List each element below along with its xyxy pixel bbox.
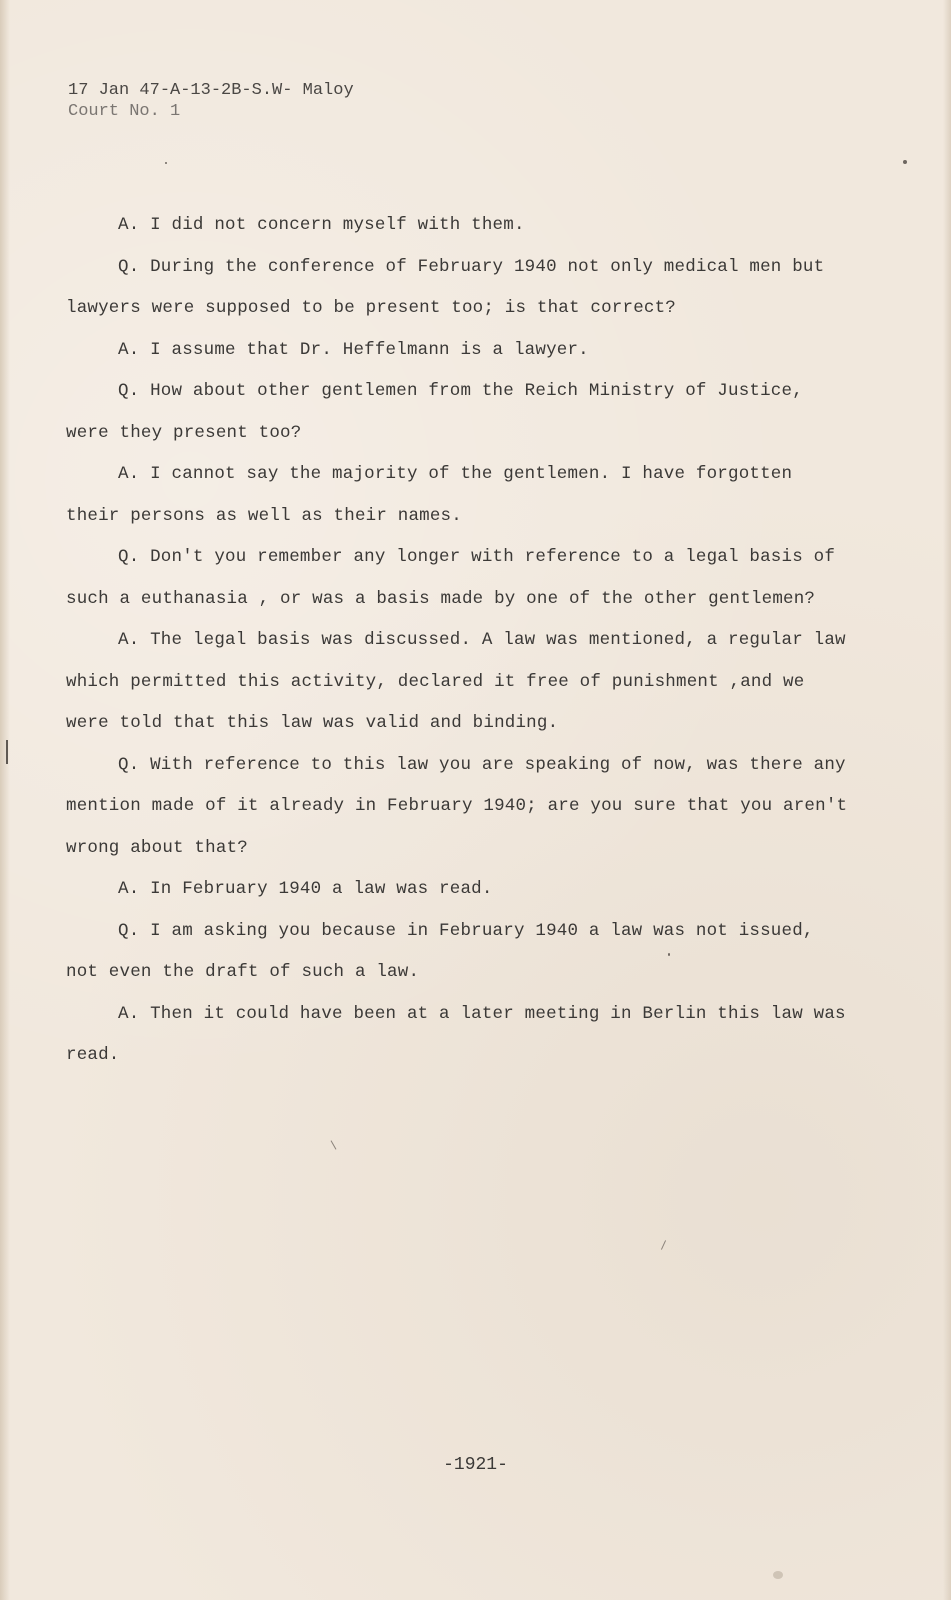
- transcript-paragraph: A. I assume that Dr. Heffelmann is a lawyer.: [118, 339, 589, 360]
- transcript-paragraph: Q. How about other gentlemen from the Reich Ministry of Justice, were they present too?: [66, 381, 803, 443]
- transcript-paragraph: Q. During the conference of February 1940 not only medical men but lawyers were supposed to be present too; is that correct?: [66, 256, 825, 318]
- document-header: [68, 80, 354, 122]
- paper-speck: [903, 160, 907, 164]
- page-edge-shadow-right: [943, 0, 951, 1600]
- transcript-paragraph: Q. I am asking you because in February 1940 a law was not issued, not even the draft of such a law.: [66, 920, 814, 982]
- paper-mark: [6, 740, 8, 764]
- transcript-paragraph: A. The legal basis was discussed. A law was mentioned, a regular law which permitted this activity, declared it free of punishment ,and we were told that this law was valid and binding.: [66, 630, 846, 733]
- transcript-paragraph: A. I did not concern myself with them.: [118, 215, 525, 235]
- paper-speck: [773, 1571, 783, 1579]
- transcript-body: [66, 205, 856, 1077]
- transcript-paragraph: A. In February 1940 a law was read.: [118, 879, 493, 899]
- transcript-paragraph: Q. With reference to this law you are speaking of now, was there any mention made of it already in February 1940; are you sure that you aren't wrong about that?: [66, 754, 848, 858]
- transcript-paragraph: Q. Don't you remember any longer with reference to a legal basis of such a euthanasia , or was a basis made by one of the other gentlemen?: [66, 547, 836, 609]
- page-edge-shadow-left: [0, 0, 10, 1600]
- paper-mark: [661, 1240, 666, 1249]
- transcript-paragraph: A. I cannot say the majority of the gentlemen. I have forgotten their persons as well as their names.: [66, 464, 793, 526]
- header-case-reference: 17 Jan 47-A-13-2B-S.W- Maloy: [68, 81, 354, 100]
- paper-mark: [331, 1140, 337, 1149]
- paper-speck: [668, 953, 670, 956]
- transcript-paragraph: A. Then it could have been at a later meeting in Berlin this law was read.: [66, 1003, 846, 1065]
- paper-speck: [165, 162, 167, 164]
- header-court-number: Court No. 1: [68, 102, 181, 121]
- page-number: -1921-: [443, 1455, 508, 1475]
